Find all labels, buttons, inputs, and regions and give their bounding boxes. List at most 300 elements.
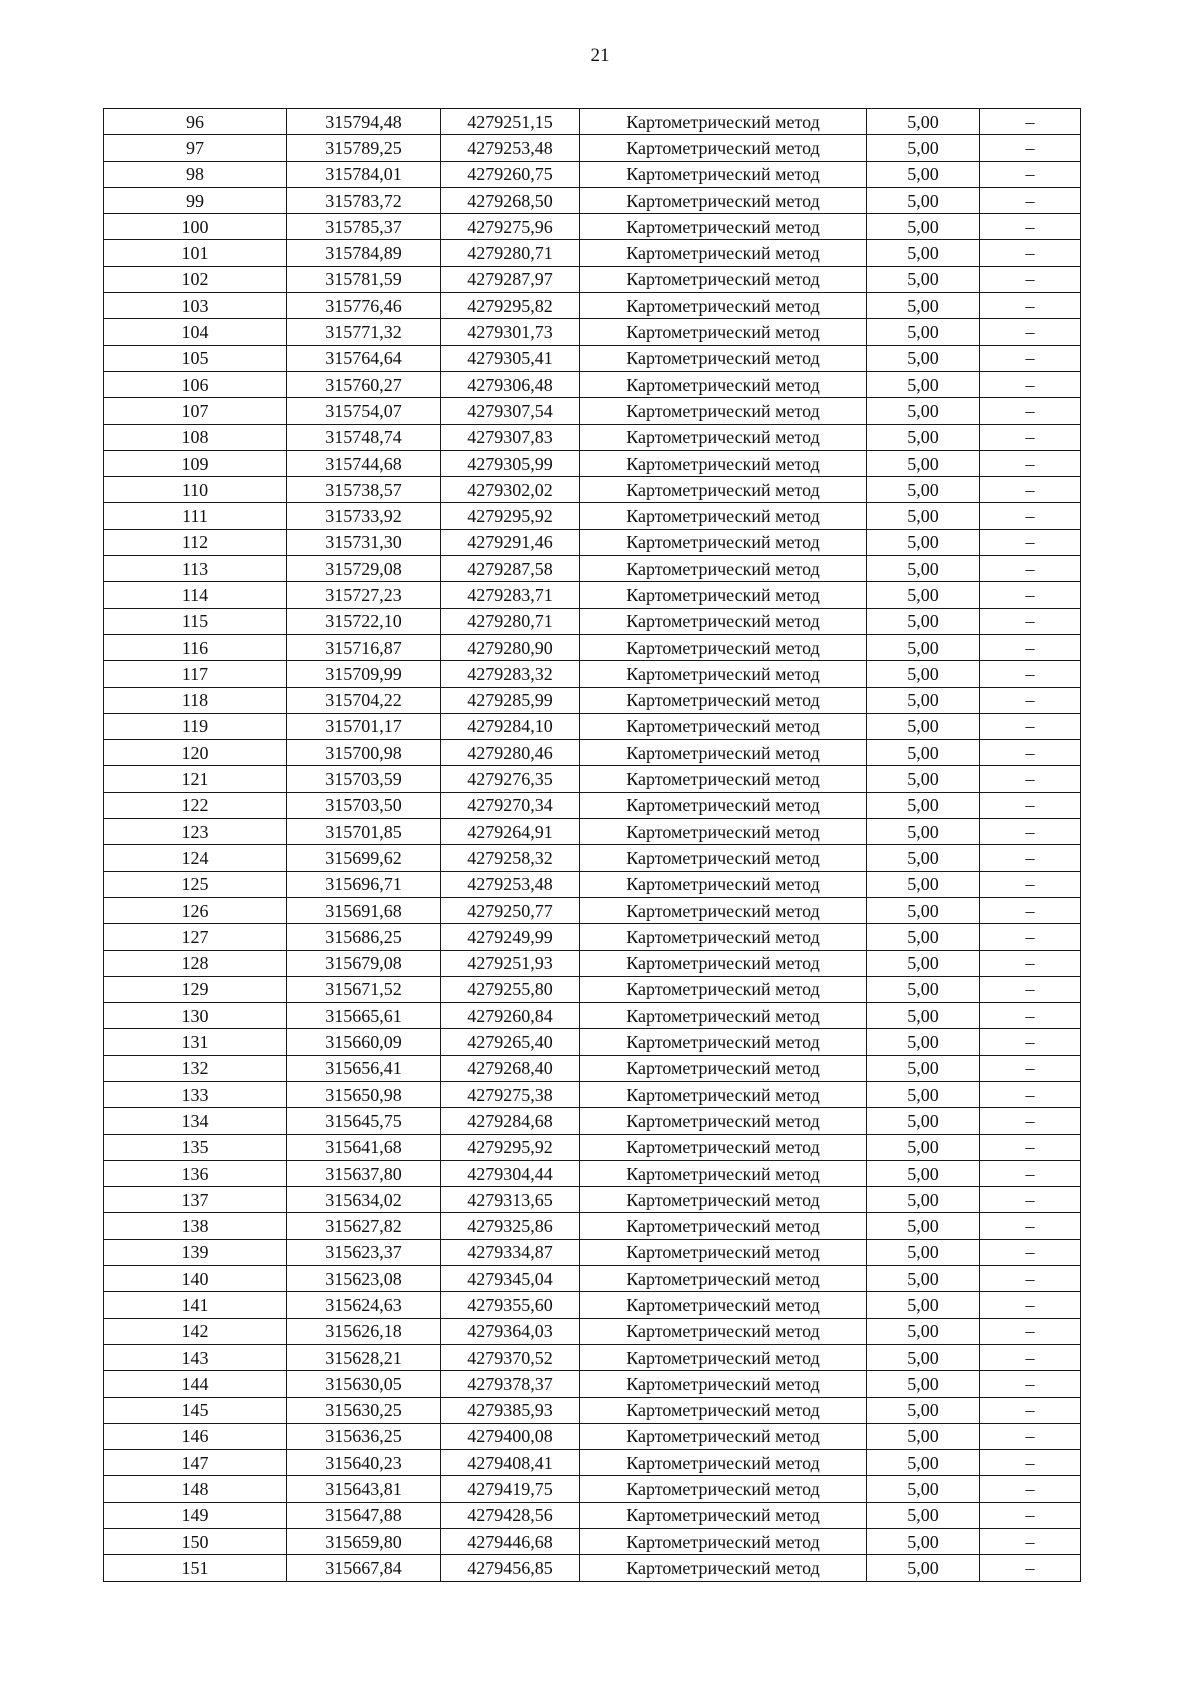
note-cell: –: [980, 845, 1081, 871]
point-number-cell: 102: [104, 266, 287, 292]
y-coordinate-cell: 4279400,08: [441, 1423, 580, 1449]
accuracy-cell: 5,00: [867, 1160, 980, 1186]
accuracy-cell: 5,00: [867, 371, 980, 397]
y-coordinate-cell: 4279275,96: [441, 214, 580, 240]
y-coordinate-cell: 4279385,93: [441, 1397, 580, 1423]
y-coordinate-cell: 4279307,83: [441, 424, 580, 450]
accuracy-cell: 5,00: [867, 556, 980, 582]
table-row: [104, 661, 1081, 687]
point-number-cell: 141: [104, 1292, 287, 1318]
x-coordinate-cell: 315691,68: [287, 897, 441, 923]
accuracy-cell: 5,00: [867, 424, 980, 450]
table-row: [104, 345, 1081, 371]
x-coordinate-cell: 315760,27: [287, 371, 441, 397]
method-cell: Картометрический метод: [580, 1450, 867, 1476]
note-cell: –: [980, 1292, 1081, 1318]
note-cell: –: [980, 266, 1081, 292]
y-coordinate-cell: 4279355,60: [441, 1292, 580, 1318]
note-cell: –: [980, 687, 1081, 713]
x-coordinate-cell: 315686,25: [287, 924, 441, 950]
method-cell: Картометрический метод: [580, 1476, 867, 1502]
method-cell: Картометрический метод: [580, 1108, 867, 1134]
y-coordinate-cell: 4279284,68: [441, 1108, 580, 1134]
y-coordinate-cell: 4279258,32: [441, 845, 580, 871]
point-number-cell: 148: [104, 1476, 287, 1502]
point-number-cell: 140: [104, 1266, 287, 1292]
y-coordinate-cell: 4279275,38: [441, 1081, 580, 1107]
method-cell: Картометрический метод: [580, 924, 867, 950]
point-number-cell: 135: [104, 1134, 287, 1160]
x-coordinate-cell: 315660,09: [287, 1029, 441, 1055]
point-number-cell: 138: [104, 1213, 287, 1239]
note-cell: –: [980, 1160, 1081, 1186]
method-cell: Картометрический метод: [580, 950, 867, 976]
x-coordinate-cell: 315729,08: [287, 556, 441, 582]
point-number-cell: 139: [104, 1239, 287, 1265]
x-coordinate-cell: 315623,37: [287, 1239, 441, 1265]
x-coordinate-cell: 315785,37: [287, 214, 441, 240]
y-coordinate-cell: 4279270,34: [441, 792, 580, 818]
y-coordinate-cell: 4279260,75: [441, 161, 580, 187]
y-coordinate-cell: 4279305,99: [441, 450, 580, 476]
point-number-cell: 129: [104, 976, 287, 1002]
x-coordinate-cell: 315754,07: [287, 398, 441, 424]
point-number-cell: 108: [104, 424, 287, 450]
note-cell: –: [980, 740, 1081, 766]
point-number-cell: 122: [104, 792, 287, 818]
table-row: [104, 1213, 1081, 1239]
method-cell: Картометрический метод: [580, 634, 867, 660]
method-cell: Картометрический метод: [580, 450, 867, 476]
table-row: [104, 608, 1081, 634]
table-row: [104, 187, 1081, 213]
point-number-cell: 103: [104, 293, 287, 319]
y-coordinate-cell: 4279250,77: [441, 897, 580, 923]
method-cell: Картометрический метод: [580, 1266, 867, 1292]
point-number-cell: 117: [104, 661, 287, 687]
method-cell: Картометрический метод: [580, 1055, 867, 1081]
x-coordinate-cell: 315630,05: [287, 1371, 441, 1397]
point-number-cell: 123: [104, 819, 287, 845]
method-cell: Картометрический метод: [580, 897, 867, 923]
accuracy-cell: 5,00: [867, 1555, 980, 1581]
table-row: [104, 240, 1081, 266]
accuracy-cell: 5,00: [867, 1108, 980, 1134]
table-row: [104, 924, 1081, 950]
note-cell: –: [980, 1555, 1081, 1581]
y-coordinate-cell: 4279456,85: [441, 1555, 580, 1581]
note-cell: –: [980, 345, 1081, 371]
point-number-cell: 106: [104, 371, 287, 397]
accuracy-cell: 5,00: [867, 687, 980, 713]
point-number-cell: 126: [104, 897, 287, 923]
accuracy-cell: 5,00: [867, 845, 980, 871]
y-coordinate-cell: 4279284,10: [441, 713, 580, 739]
accuracy-cell: 5,00: [867, 976, 980, 1002]
point-number-cell: 118: [104, 687, 287, 713]
note-cell: –: [980, 319, 1081, 345]
x-coordinate-cell: 315634,02: [287, 1187, 441, 1213]
accuracy-cell: 5,00: [867, 1187, 980, 1213]
accuracy-cell: 5,00: [867, 187, 980, 213]
x-coordinate-cell: 315659,80: [287, 1529, 441, 1555]
method-cell: Картометрический метод: [580, 1318, 867, 1344]
note-cell: –: [980, 1239, 1081, 1265]
x-coordinate-cell: 315624,63: [287, 1292, 441, 1318]
note-cell: –: [980, 1055, 1081, 1081]
method-cell: Картометрический метод: [580, 109, 867, 135]
accuracy-cell: 5,00: [867, 819, 980, 845]
table-row: [104, 950, 1081, 976]
method-cell: Картометрический метод: [580, 871, 867, 897]
x-coordinate-cell: 315727,23: [287, 582, 441, 608]
note-cell: –: [980, 582, 1081, 608]
point-number-cell: 125: [104, 871, 287, 897]
point-number-cell: 150: [104, 1529, 287, 1555]
x-coordinate-cell: 315704,22: [287, 687, 441, 713]
note-cell: –: [980, 1450, 1081, 1476]
y-coordinate-cell: 4279370,52: [441, 1344, 580, 1370]
point-number-cell: 143: [104, 1344, 287, 1370]
note-cell: –: [980, 293, 1081, 319]
method-cell: Картометрический метод: [580, 713, 867, 739]
point-number-cell: 121: [104, 766, 287, 792]
method-cell: Картометрический метод: [580, 1529, 867, 1555]
point-number-cell: 131: [104, 1029, 287, 1055]
point-number-cell: 113: [104, 556, 287, 582]
accuracy-cell: 5,00: [867, 319, 980, 345]
point-number-cell: 133: [104, 1081, 287, 1107]
note-cell: –: [980, 1003, 1081, 1029]
point-number-cell: 146: [104, 1423, 287, 1449]
x-coordinate-cell: 315647,88: [287, 1502, 441, 1528]
x-coordinate-cell: 315699,62: [287, 845, 441, 871]
x-coordinate-cell: 315716,87: [287, 634, 441, 660]
table-row: [104, 424, 1081, 450]
y-coordinate-cell: 4279260,84: [441, 1003, 580, 1029]
table-row: [104, 845, 1081, 871]
method-cell: Картометрический метод: [580, 1081, 867, 1107]
note-cell: –: [980, 529, 1081, 555]
note-cell: –: [980, 976, 1081, 1002]
table-row: [104, 976, 1081, 1002]
x-coordinate-cell: 315738,57: [287, 477, 441, 503]
accuracy-cell: 5,00: [867, 1529, 980, 1555]
y-coordinate-cell: 4279268,50: [441, 187, 580, 213]
x-coordinate-cell: 315776,46: [287, 293, 441, 319]
table-row: [104, 1239, 1081, 1265]
x-coordinate-cell: 315744,68: [287, 450, 441, 476]
note-cell: –: [980, 608, 1081, 634]
method-cell: Картометрический метод: [580, 845, 867, 871]
method-cell: Картометрический метод: [580, 1502, 867, 1528]
method-cell: Картометрический метод: [580, 135, 867, 161]
table-row: [104, 1450, 1081, 1476]
point-number-cell: 115: [104, 608, 287, 634]
table-row: [104, 1187, 1081, 1213]
method-cell: Картометрический метод: [580, 503, 867, 529]
y-coordinate-cell: 4279378,37: [441, 1371, 580, 1397]
x-coordinate-cell: 315748,74: [287, 424, 441, 450]
x-coordinate-cell: 315784,01: [287, 161, 441, 187]
table-row: [104, 1555, 1081, 1581]
table-row: [104, 266, 1081, 292]
table-row: [104, 161, 1081, 187]
method-cell: Картометрический метод: [580, 976, 867, 1002]
method-cell: Картометрический метод: [580, 1292, 867, 1318]
table-row: [104, 503, 1081, 529]
table-row: [104, 1108, 1081, 1134]
point-number-cell: 107: [104, 398, 287, 424]
table-row: [104, 792, 1081, 818]
accuracy-cell: 5,00: [867, 214, 980, 240]
table-row: [104, 1029, 1081, 1055]
method-cell: Картометрический метод: [580, 1213, 867, 1239]
x-coordinate-cell: 315794,48: [287, 109, 441, 135]
point-number-cell: 111: [104, 503, 287, 529]
y-coordinate-cell: 4279295,82: [441, 293, 580, 319]
note-cell: –: [980, 1502, 1081, 1528]
x-coordinate-cell: 315764,64: [287, 345, 441, 371]
y-coordinate-cell: 4279280,71: [441, 240, 580, 266]
accuracy-cell: 5,00: [867, 897, 980, 923]
accuracy-cell: 5,00: [867, 345, 980, 371]
y-coordinate-cell: 4279283,71: [441, 582, 580, 608]
method-cell: Картометрический метод: [580, 1029, 867, 1055]
accuracy-cell: 5,00: [867, 713, 980, 739]
note-cell: –: [980, 450, 1081, 476]
table-row: [104, 1318, 1081, 1344]
method-cell: Картометрический метод: [580, 398, 867, 424]
accuracy-cell: 5,00: [867, 740, 980, 766]
accuracy-cell: 5,00: [867, 161, 980, 187]
x-coordinate-cell: 315630,25: [287, 1397, 441, 1423]
x-coordinate-cell: 315626,18: [287, 1318, 441, 1344]
accuracy-cell: 5,00: [867, 503, 980, 529]
accuracy-cell: 5,00: [867, 1423, 980, 1449]
y-coordinate-cell: 4279283,32: [441, 661, 580, 687]
x-coordinate-cell: 315733,92: [287, 503, 441, 529]
method-cell: Картометрический метод: [580, 1239, 867, 1265]
y-coordinate-cell: 4279302,02: [441, 477, 580, 503]
note-cell: –: [980, 950, 1081, 976]
note-cell: –: [980, 1134, 1081, 1160]
x-coordinate-cell: 315722,10: [287, 608, 441, 634]
point-number-cell: 149: [104, 1502, 287, 1528]
method-cell: Картометрический метод: [580, 1423, 867, 1449]
page-number: 21: [590, 45, 610, 66]
point-number-cell: 144: [104, 1371, 287, 1397]
y-coordinate-cell: 4279287,97: [441, 266, 580, 292]
accuracy-cell: 5,00: [867, 398, 980, 424]
table-row: [104, 1081, 1081, 1107]
x-coordinate-cell: 315789,25: [287, 135, 441, 161]
table-row: [104, 897, 1081, 923]
x-coordinate-cell: 315771,32: [287, 319, 441, 345]
x-coordinate-cell: 315641,68: [287, 1134, 441, 1160]
y-coordinate-cell: 4279291,46: [441, 529, 580, 555]
point-number-cell: 127: [104, 924, 287, 950]
y-coordinate-cell: 4279428,56: [441, 1502, 580, 1528]
y-coordinate-cell: 4279253,48: [441, 871, 580, 897]
y-coordinate-cell: 4279253,48: [441, 135, 580, 161]
table-row: [104, 135, 1081, 161]
point-number-cell: 116: [104, 634, 287, 660]
point-number-cell: 96: [104, 109, 287, 135]
accuracy-cell: 5,00: [867, 1239, 980, 1265]
point-number-cell: 151: [104, 1555, 287, 1581]
method-cell: Картометрический метод: [580, 1187, 867, 1213]
point-number-cell: 137: [104, 1187, 287, 1213]
y-coordinate-cell: 4279280,71: [441, 608, 580, 634]
note-cell: –: [980, 1344, 1081, 1370]
point-number-cell: 98: [104, 161, 287, 187]
method-cell: Картометрический метод: [580, 608, 867, 634]
table-row: [104, 371, 1081, 397]
point-number-cell: 136: [104, 1160, 287, 1186]
note-cell: –: [980, 1266, 1081, 1292]
note-cell: –: [980, 398, 1081, 424]
point-number-cell: 101: [104, 240, 287, 266]
note-cell: –: [980, 240, 1081, 266]
method-cell: Картометрический метод: [580, 582, 867, 608]
note-cell: –: [980, 634, 1081, 660]
accuracy-cell: 5,00: [867, 1344, 980, 1370]
accuracy-cell: 5,00: [867, 135, 980, 161]
table-row: [104, 1134, 1081, 1160]
accuracy-cell: 5,00: [867, 1476, 980, 1502]
y-coordinate-cell: 4279325,86: [441, 1213, 580, 1239]
coordinates-table-body: [104, 109, 1081, 1582]
note-cell: –: [980, 1423, 1081, 1449]
point-number-cell: 104: [104, 319, 287, 345]
note-cell: –: [980, 503, 1081, 529]
accuracy-cell: 5,00: [867, 1134, 980, 1160]
x-coordinate-cell: 315679,08: [287, 950, 441, 976]
note-cell: –: [980, 897, 1081, 923]
note-cell: –: [980, 1397, 1081, 1423]
y-coordinate-cell: 4279287,58: [441, 556, 580, 582]
table-row: [104, 1055, 1081, 1081]
accuracy-cell: 5,00: [867, 450, 980, 476]
x-coordinate-cell: 315650,98: [287, 1081, 441, 1107]
note-cell: –: [980, 1529, 1081, 1555]
method-cell: Картометрический метод: [580, 819, 867, 845]
x-coordinate-cell: 315627,82: [287, 1213, 441, 1239]
accuracy-cell: 5,00: [867, 529, 980, 555]
x-coordinate-cell: 315701,17: [287, 713, 441, 739]
accuracy-cell: 5,00: [867, 1371, 980, 1397]
y-coordinate-cell: 4279264,91: [441, 819, 580, 845]
table-row: [104, 1502, 1081, 1528]
x-coordinate-cell: 315643,81: [287, 1476, 441, 1502]
note-cell: –: [980, 556, 1081, 582]
y-coordinate-cell: 4279249,99: [441, 924, 580, 950]
y-coordinate-cell: 4279408,41: [441, 1450, 580, 1476]
method-cell: Картометрический метод: [580, 1344, 867, 1370]
table-row: [104, 1344, 1081, 1370]
x-coordinate-cell: 315700,98: [287, 740, 441, 766]
table-row: [104, 713, 1081, 739]
x-coordinate-cell: 315637,80: [287, 1160, 441, 1186]
note-cell: –: [980, 1476, 1081, 1502]
method-cell: Картометрический метод: [580, 529, 867, 555]
note-cell: –: [980, 187, 1081, 213]
table-row: [104, 582, 1081, 608]
accuracy-cell: 5,00: [867, 109, 980, 135]
y-coordinate-cell: 4279251,15: [441, 109, 580, 135]
table-row: [104, 1371, 1081, 1397]
coordinates-table: [103, 108, 1081, 1582]
y-coordinate-cell: 4279255,80: [441, 976, 580, 1002]
table-row: [104, 819, 1081, 845]
table-row: [104, 1423, 1081, 1449]
method-cell: Картометрический метод: [580, 424, 867, 450]
table-row: [104, 1160, 1081, 1186]
note-cell: –: [980, 1187, 1081, 1213]
accuracy-cell: 5,00: [867, 1003, 980, 1029]
note-cell: –: [980, 371, 1081, 397]
table-row: [104, 398, 1081, 424]
accuracy-cell: 5,00: [867, 1266, 980, 1292]
x-coordinate-cell: 315703,59: [287, 766, 441, 792]
note-cell: –: [980, 766, 1081, 792]
accuracy-cell: 5,00: [867, 608, 980, 634]
point-number-cell: 100: [104, 214, 287, 240]
y-coordinate-cell: 4279280,90: [441, 634, 580, 660]
note-cell: –: [980, 1213, 1081, 1239]
point-number-cell: 110: [104, 477, 287, 503]
table-row: [104, 1003, 1081, 1029]
x-coordinate-cell: 315703,50: [287, 792, 441, 818]
x-coordinate-cell: 315636,25: [287, 1423, 441, 1449]
method-cell: Картометрический метод: [580, 766, 867, 792]
accuracy-cell: 5,00: [867, 1055, 980, 1081]
method-cell: Картометрический метод: [580, 371, 867, 397]
table-row: [104, 293, 1081, 319]
y-coordinate-cell: 4279334,87: [441, 1239, 580, 1265]
point-number-cell: 134: [104, 1108, 287, 1134]
accuracy-cell: 5,00: [867, 1213, 980, 1239]
point-number-cell: 147: [104, 1450, 287, 1476]
y-coordinate-cell: 4279265,40: [441, 1029, 580, 1055]
x-coordinate-cell: 315696,71: [287, 871, 441, 897]
point-number-cell: 109: [104, 450, 287, 476]
point-number-cell: 99: [104, 187, 287, 213]
y-coordinate-cell: 4279268,40: [441, 1055, 580, 1081]
x-coordinate-cell: 315781,59: [287, 266, 441, 292]
x-coordinate-cell: 315623,08: [287, 1266, 441, 1292]
x-coordinate-cell: 315783,72: [287, 187, 441, 213]
point-number-cell: 97: [104, 135, 287, 161]
method-cell: Картометрический метод: [580, 1003, 867, 1029]
note-cell: –: [980, 135, 1081, 161]
table-row: [104, 740, 1081, 766]
method-cell: Картометрический метод: [580, 477, 867, 503]
y-coordinate-cell: 4279419,75: [441, 1476, 580, 1502]
method-cell: Картометрический метод: [580, 319, 867, 345]
y-coordinate-cell: 4279251,93: [441, 950, 580, 976]
accuracy-cell: 5,00: [867, 240, 980, 266]
method-cell: Картометрический метод: [580, 161, 867, 187]
accuracy-cell: 5,00: [867, 1450, 980, 1476]
accuracy-cell: 5,00: [867, 1502, 980, 1528]
accuracy-cell: 5,00: [867, 924, 980, 950]
x-coordinate-cell: 315701,85: [287, 819, 441, 845]
table-row: [104, 1266, 1081, 1292]
x-coordinate-cell: 315671,52: [287, 976, 441, 1002]
table-row: [104, 1476, 1081, 1502]
